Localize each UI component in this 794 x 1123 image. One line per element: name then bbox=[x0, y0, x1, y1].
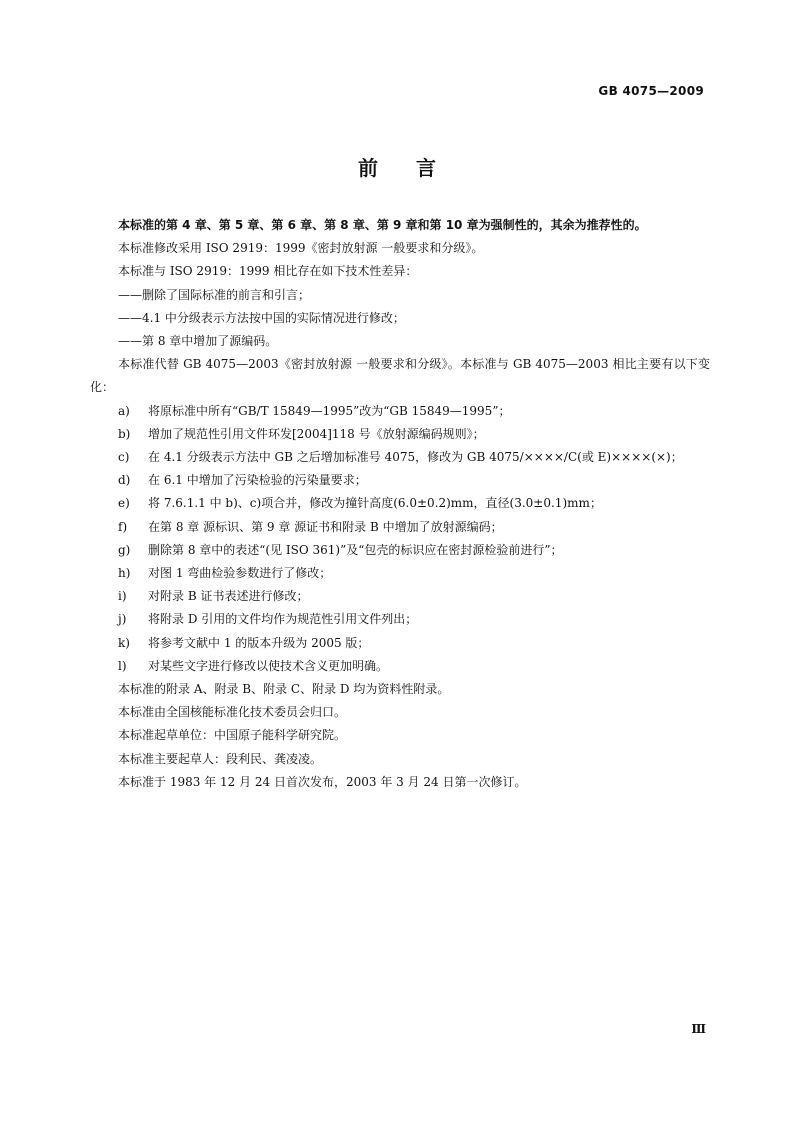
list-text: 将 7.6.1.1 中 b)、c)项合并，修改为撞针高度(6.0±0.2)mm，直径(3.0±0.1)mm； bbox=[148, 496, 602, 511]
change-list-item bbox=[90, 423, 710, 446]
replacement-paragraph: 本标准代替 GB 4075—2003《密封放射源 一般要求和分级》。本标准与 GB 4075—2003 相比主要有以下变化： bbox=[90, 357, 710, 395]
difference-item: ——第 8 章中增加了源编码。 bbox=[118, 334, 278, 349]
list-text: 增加了规范性引用文件环发[2004]118 号《放射源编码规则》； bbox=[148, 426, 485, 441]
change-list-item bbox=[90, 585, 710, 608]
change-list-item bbox=[90, 446, 710, 469]
page-title: 前言 bbox=[358, 156, 474, 180]
list-text: 对某些文字进行修改以使技术含义更加明确。 bbox=[148, 658, 389, 673]
foreword-body bbox=[90, 214, 710, 794]
list-text: 在第 8 章 源标识、第 9 章 源证书和附录 B 中增加了放射源编码； bbox=[148, 519, 503, 534]
list-text: 将附录 D 引用的文件均作为规范性引用文件列出； bbox=[148, 612, 418, 627]
list-marker: d) bbox=[118, 473, 131, 488]
list-text: 在 6.1 中增加了污染检验的污染量要求； bbox=[148, 473, 367, 488]
change-list-item bbox=[90, 632, 710, 655]
change-list-item bbox=[90, 400, 710, 423]
change-list-item bbox=[90, 608, 710, 631]
standard-number: GB 4075—2009 bbox=[598, 84, 704, 98]
mandatory-clause-paragraph: 本标准的第 4 章、第 5 章、第 6 章、第 8 章、第 9 章和第 10 章为强制性的，其余为推荐性的。 bbox=[118, 218, 647, 232]
list-marker: h) bbox=[118, 566, 131, 581]
change-list-item bbox=[90, 655, 710, 678]
change-list-item bbox=[90, 516, 710, 539]
change-list-item bbox=[90, 492, 710, 515]
change-list-item bbox=[90, 469, 710, 492]
list-marker: g) bbox=[118, 542, 131, 557]
annex-paragraph: 本标准的附录 A、附录 B、附录 C、附录 D 均为资料性附录。 bbox=[118, 682, 450, 697]
list-marker: i) bbox=[118, 589, 127, 604]
list-marker: e) bbox=[118, 496, 130, 511]
list-marker: c) bbox=[118, 450, 130, 465]
list-marker: j) bbox=[118, 612, 127, 627]
list-marker: k) bbox=[118, 635, 130, 650]
drafting-unit-paragraph: 本标准起草单位：中国原子能科学研究院。 bbox=[118, 728, 347, 743]
change-list-item bbox=[90, 539, 710, 562]
list-text: 对图 1 弯曲检验参数进行了修改； bbox=[148, 566, 332, 581]
list-marker: l) bbox=[118, 658, 127, 673]
list-text: 对附录 B 证书表述进行修改； bbox=[148, 589, 309, 604]
adoption-paragraph: 本标准修改采用 ISO 2919：1999《密封放射源 一般要求和分级》。 bbox=[118, 241, 484, 256]
drafters-paragraph: 本标准主要起草人：段利民、龚凌凌。 bbox=[118, 751, 323, 766]
difference-item: ——4.1 中分级表示方法按中国的实际情况进行修改； bbox=[118, 310, 405, 325]
list-marker: b) bbox=[118, 426, 131, 441]
differences-intro: 本标准与 ISO 2919：1999 相比存在如下技术性差异： bbox=[118, 264, 418, 279]
difference-item: ——删除了国际标准的前言和引言； bbox=[118, 287, 311, 302]
list-text: 在 4.1 分级表示方法中 GB 之后增加标准号 4075，修改为 GB 4075/××××/C(或 E)××××(×)； bbox=[148, 450, 683, 465]
list-marker: f) bbox=[118, 519, 128, 534]
change-list-item bbox=[90, 562, 710, 585]
list-marker: a) bbox=[118, 403, 130, 418]
committee-paragraph: 本标准由全国核能标准化技术委员会归口。 bbox=[118, 705, 347, 720]
history-paragraph: 本标准于 1983 年 12 月 24 日首次发布，2003 年 3 月 24 日第一次修订。 bbox=[118, 774, 527, 789]
list-text: 删除第 8 章中的表述“(见 ISO 361)”及“包壳的标识应在密封源检验前进行”； bbox=[148, 542, 563, 557]
list-text: 将参考文献中 1 的版本升级为 2005 版； bbox=[148, 635, 370, 650]
list-text: 将原标准中所有“GB/T 15849—1995”改为“GB 15849—1995”； bbox=[148, 403, 511, 418]
page-number: Ⅲ bbox=[691, 1022, 706, 1036]
